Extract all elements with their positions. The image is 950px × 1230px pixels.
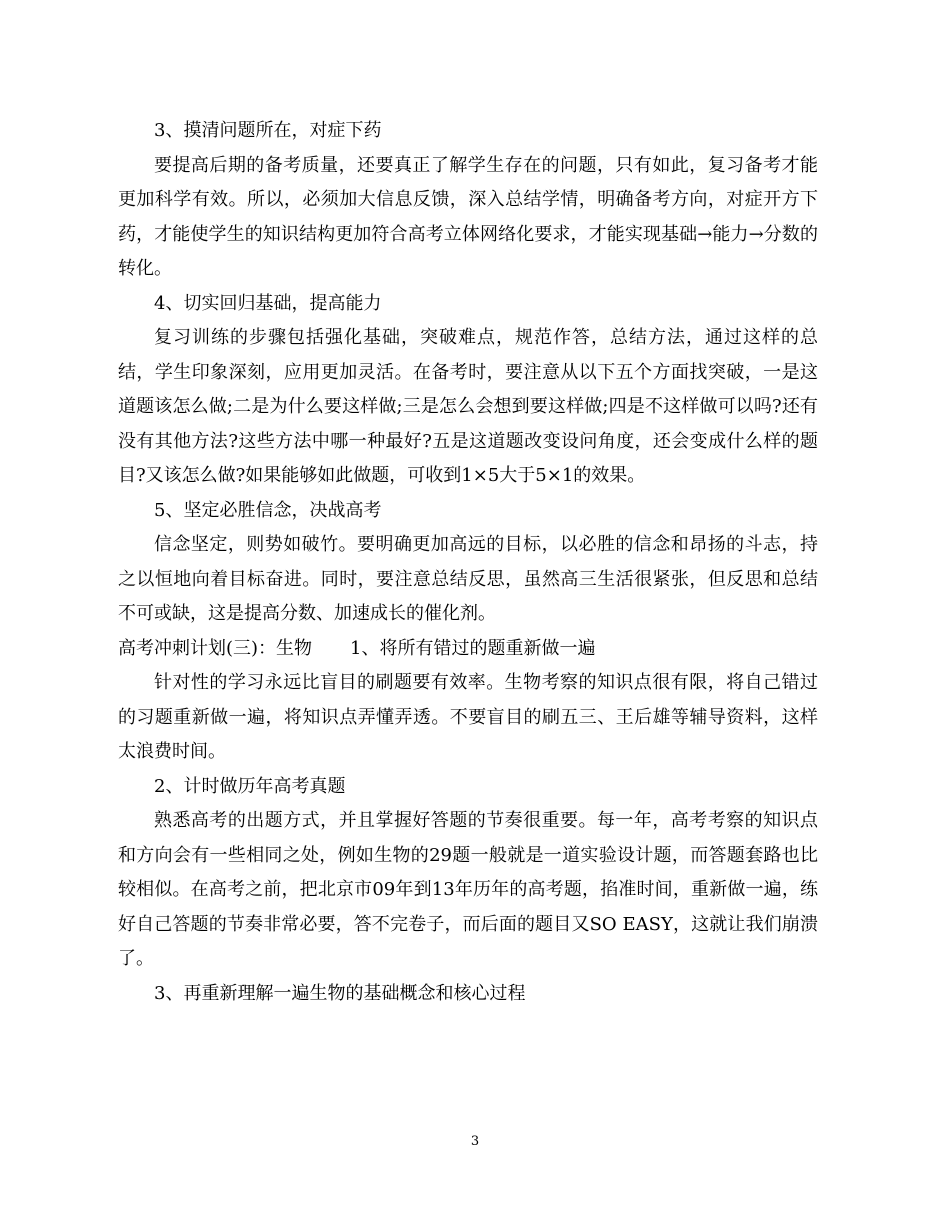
section-heading-line [118, 632, 818, 667]
section-heading: 高考冲刺计划(三)：生物 [118, 637, 313, 659]
page-number: 3 [470, 1134, 480, 1149]
item-heading: 3、再重新理解一遍生物的基础概念和核心过程 [154, 982, 526, 1004]
body-paragraph: 复习训练的步骤包括强化基础，突破难点，规范作答，总结方法，通过这样的总结，学生印象深刻，应用更加灵活。在备考时，要注意从以下五个方面找突破，一是这道题该怎么做;二是为什么要这样做;三是怎么会想到要这样做;四是不这样做可以吗?还有没有其他方法?这些方法中哪一种最好?五是这道题改变设问角度，还会变成什么样的题目?又该怎么做?如果能够如此做题，可收到1×5大于5×1的效果。 [118, 327, 818, 486]
body-paragraph: 熟悉高考的出题方式，并且掌握好答题的节奏很重要。每一年，高考考察的知识点和方向会有一些相同之处，例如生物的29题一般就是一道实验设计题，而答题套路也比较相似。在高考之前，把北京市09年到13年历年的高考题，掐准时间，重新做一遍，练好自己答题的节奏非常必要，答不完卷子，而后面的题目又SO EASY，这就让我们崩溃了。 [118, 810, 818, 969]
item-heading: 5、坚定必胜信念，决战高考 [154, 499, 382, 521]
section-first-item: 1、将所有错过的题重新做一遍 [350, 637, 596, 659]
item-heading: 2、计时做历年高考真题 [154, 775, 346, 797]
document-body [118, 114, 818, 1011]
body-paragraph: 针对性的学习永远比盲目的刷题要有效率。生物考察的知识点很有限，将自己错过的习题重新做一遍，将知识点弄懂弄透。不要盲目的刷五三、王后雄等辅导资料，这样太浪费时间。 [118, 672, 818, 762]
item-heading: 4、切实回归基础，提高能力 [154, 292, 382, 314]
item-heading: 3、摸清问题所在，对症下药 [154, 120, 382, 141]
body-paragraph: 信念坚定，则势如破竹。要明确更加高远的目标，以必胜的信念和昂扬的斗志，持之以恒地向着目标奋进。同时，要注意总结反思，虽然高三生活很紧张，但反思和总结不可或缺，这是提高分数、加速成长的催化剂。 [118, 534, 818, 624]
body-paragraph: 要提高后期的备考质量，还要真正了解学生存在的问题，只有如此，复习备考才能更加科学有效。所以，必须加大信息反馈，深入总结学情，明确备考方向，对症开方下药，才能使学生的知识结构更加符合高考立体网络化要求，才能实现基础→能力→分数的转化。 [118, 154, 818, 279]
